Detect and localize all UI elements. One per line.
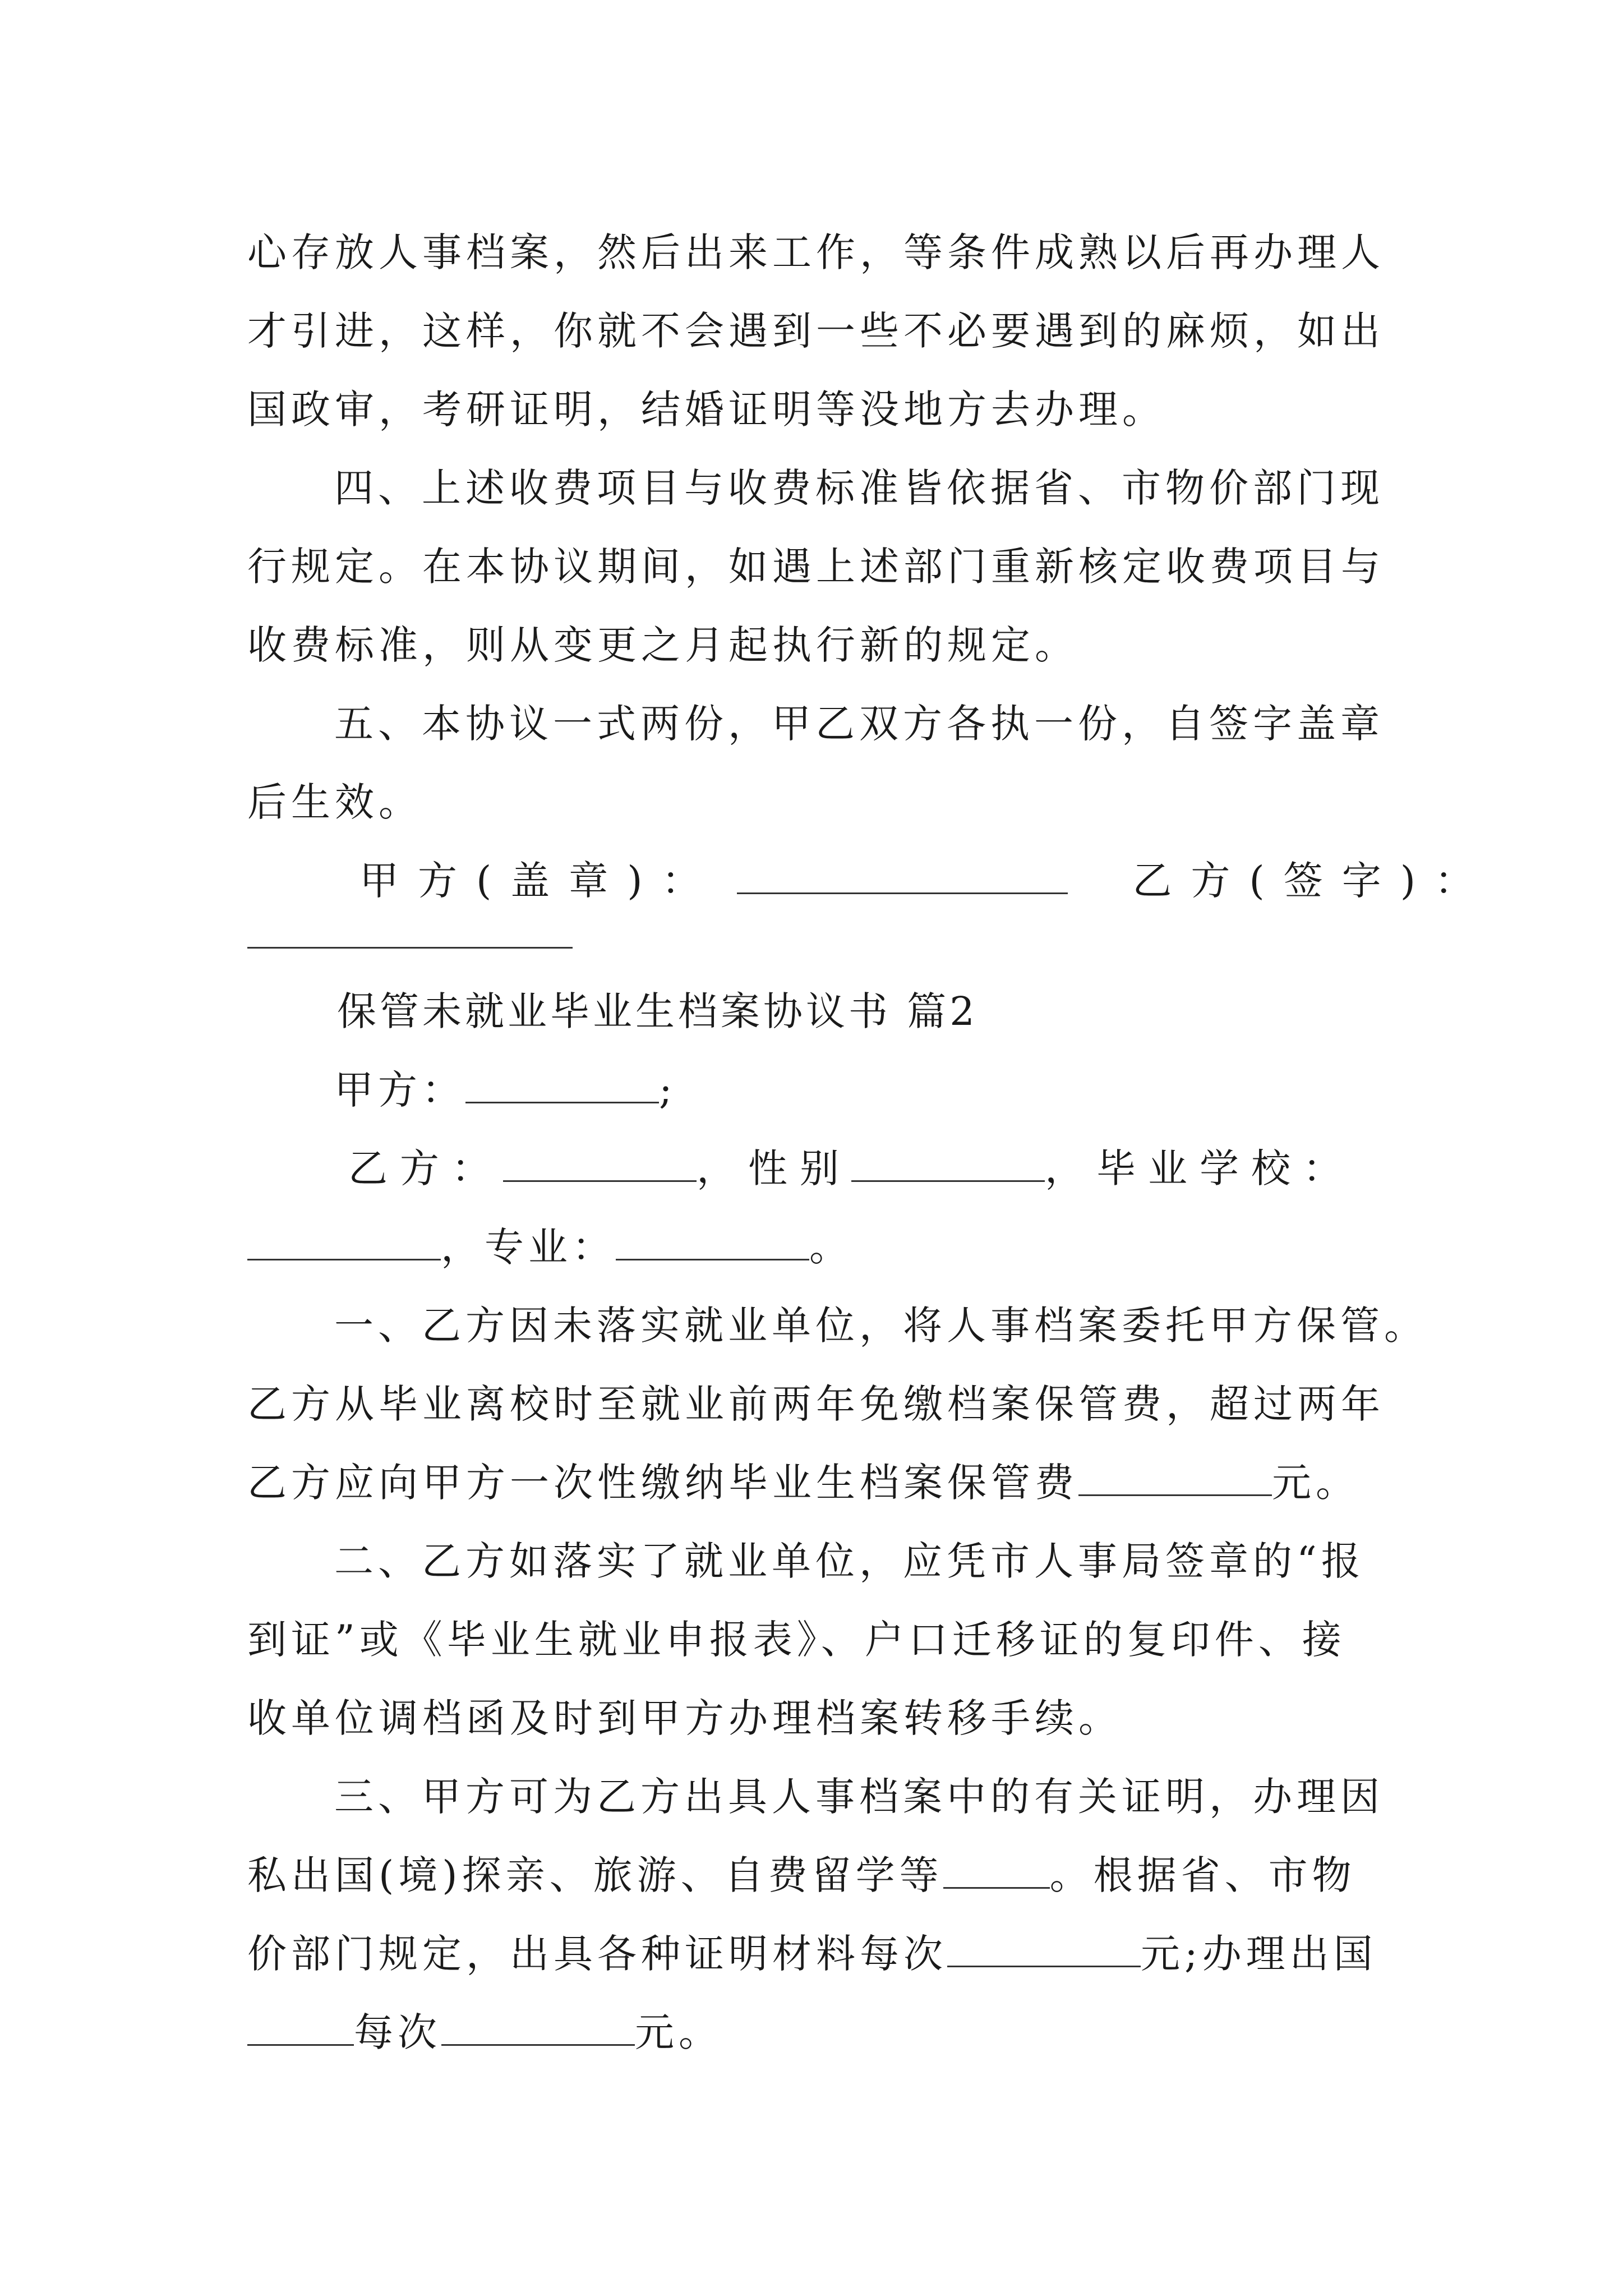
abroad-fee-blank <box>441 2010 635 2046</box>
gender-label: ，性别 <box>697 1145 851 1191</box>
party-a-line <box>247 1051 1386 1129</box>
clause-1-line <box>247 1443 1386 1522</box>
party-b-line <box>247 1129 1386 1208</box>
procedure-blank <box>943 1853 1050 1889</box>
paragraph-line: 国政审，考研证明，结婚证明等没地方去办理。 <box>247 386 1166 432</box>
clause-1-line: 乙方从毕业离校时至就业前两年免缴档案保管费，超过两年 <box>247 1381 1385 1427</box>
major-label: ，专业： <box>441 1224 616 1270</box>
clause-3-end: 元。 <box>635 2009 722 2055</box>
clause-3-text: 私出国(境)探亲、旅游、自费留学等 <box>247 1852 943 1898</box>
clause-4-line: 行规定。在本协议期间，如遇上述部门重新核定收费项目与 <box>247 544 1385 590</box>
party-a-blank <box>465 1068 659 1103</box>
clause-3-line <box>247 1836 1386 1915</box>
clause-1-text: 乙方应向甲方一次性缴纳毕业生档案保管费 <box>247 1460 1078 1506</box>
school-blank <box>247 1225 441 1260</box>
party-a-seal-blank <box>737 859 1068 894</box>
party-b-sign-blank <box>247 920 573 949</box>
clause-3-text: 价部门规定，出具各种证明材料每次 <box>247 1931 947 1977</box>
clause-3-line <box>247 1993 1386 2072</box>
paragraph-line: 才引进，这样，你就不会遇到一些不必要遇到的麻烦，如出 <box>247 308 1385 354</box>
section-title: 保管未就业毕业生档案协议书 篇2 <box>337 988 978 1034</box>
party-a-end: ; <box>659 1067 677 1113</box>
party-b-label: 乙方： <box>348 1145 503 1191</box>
clause-5-line: 五、本协议一式两份，甲乙双方各执一份，自签字盖章 <box>334 701 1384 747</box>
clause-3-text: 每次 <box>354 2009 441 2055</box>
clause-3-text: 元;办理出国 <box>1141 1931 1377 1977</box>
signature-line <box>247 841 1493 920</box>
clause-3-line: 三、甲方可为乙方出具人事档案中的有关证明，办理因 <box>334 1774 1384 1820</box>
party-a-seal-label: 甲方(盖章)： <box>359 858 720 904</box>
school-label: ，毕业学校： <box>1045 1145 1354 1191</box>
party-b-blank <box>503 1147 697 1182</box>
clause-2-line: 二、乙方如落实了就业单位，应凭市人事局签章的“报 <box>334 1538 1365 1584</box>
gender-blank <box>851 1147 1045 1182</box>
clause-2-line: 收单位调档函及时到甲方办理档案转移手续。 <box>247 1695 1122 1741</box>
major-blank <box>616 1225 809 1260</box>
fee-blank <box>1078 1461 1272 1496</box>
abroad-blank <box>247 2010 354 2046</box>
clause-4-line: 四、上述收费项目与收费标准皆依据省、市物价部门现 <box>334 465 1384 511</box>
clause-1-line: 一、乙方因未落实就业单位，将人事档案委托甲方保管。 <box>334 1303 1428 1349</box>
party-b-sign-label: 乙方(签字)： <box>1132 858 1493 904</box>
major-line <box>247 1208 1386 1286</box>
clause-3-text: 。根据省、市物 <box>1049 1852 1356 1898</box>
major-end: 。 <box>809 1224 853 1270</box>
paragraph-line: 心存放人事档案，然后出来工作，等条件成熟以后再办理人 <box>247 229 1385 275</box>
certificate-fee-blank <box>947 1932 1141 1967</box>
clause-3-line <box>247 1915 1386 1993</box>
party-a-label: 甲方： <box>334 1067 465 1113</box>
document-page <box>247 213 1493 2072</box>
clause-1-end: 元。 <box>1272 1460 1359 1506</box>
clause-4-line: 收费标准，则从变更之月起执行新的规定。 <box>247 622 1078 668</box>
clause-5-line: 后生效。 <box>247 779 422 825</box>
clause-2-line: 到证”或《毕业生就业申报表》、户口迁移证的复印件、接 <box>247 1617 1346 1663</box>
